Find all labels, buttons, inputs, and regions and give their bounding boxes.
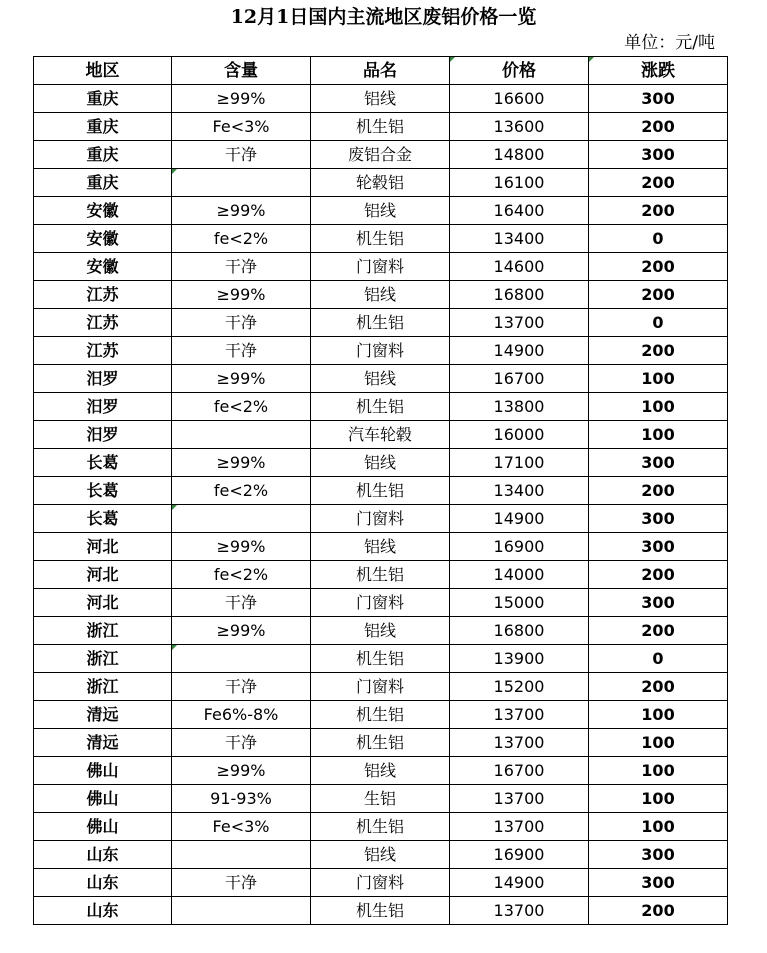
cell-content — [172, 897, 311, 925]
table-row — [34, 561, 728, 589]
cell-region: 重庆 — [34, 169, 172, 197]
table-row — [34, 113, 728, 141]
cell-content: 干净 — [172, 309, 311, 337]
header-row — [34, 57, 728, 85]
cell-content: 干净 — [172, 141, 311, 169]
cell-region: 江苏 — [34, 309, 172, 337]
cell-region: 清远 — [34, 729, 172, 757]
cell-content: ≥99% — [172, 617, 311, 645]
page-title: 12月1日国内主流地区废铝价格一览 — [230, 6, 537, 28]
cell-change: 300 — [589, 141, 728, 169]
cell-price: 16800 — [450, 281, 589, 309]
table-row — [34, 757, 728, 785]
table-row — [34, 169, 728, 197]
cell-region: 汨罗 — [34, 365, 172, 393]
table-row — [34, 253, 728, 281]
cell-change: 300 — [589, 85, 728, 113]
cell-change: 0 — [589, 225, 728, 253]
cell-content: 干净 — [172, 729, 311, 757]
cell-change: 200 — [589, 113, 728, 141]
cell-change: 100 — [589, 813, 728, 841]
cell-content: 干净 — [172, 673, 311, 701]
cell-change: 200 — [589, 281, 728, 309]
table-row — [34, 673, 728, 701]
cell-region: 重庆 — [34, 141, 172, 169]
cell-content: fe<2% — [172, 393, 311, 421]
cell-price: 15000 — [450, 589, 589, 617]
cell-price: 17100 — [450, 449, 589, 477]
cell-content: Fe<3% — [172, 113, 311, 141]
cell-price: 13900 — [450, 645, 589, 673]
table-body — [34, 85, 728, 925]
cell-price: 13700 — [450, 309, 589, 337]
cell-price: 16000 — [450, 421, 589, 449]
cell-change: 200 — [589, 253, 728, 281]
cell-region: 江苏 — [34, 281, 172, 309]
cell-change: 0 — [589, 309, 728, 337]
table-row — [34, 589, 728, 617]
cell-content: 干净 — [172, 869, 311, 897]
cell-product: 铝线 — [311, 281, 450, 309]
cell-price: 16600 — [450, 85, 589, 113]
cell-content — [172, 505, 311, 533]
cell-content: Fe<3% — [172, 813, 311, 841]
cell-region: 河北 — [34, 589, 172, 617]
cell-content: 干净 — [172, 253, 311, 281]
cell-price: 14900 — [450, 869, 589, 897]
cell-change: 300 — [589, 841, 728, 869]
table-row — [34, 729, 728, 757]
cell-region: 长葛 — [34, 449, 172, 477]
cell-change: 300 — [589, 505, 728, 533]
cell-content: ≥99% — [172, 757, 311, 785]
table-row — [34, 421, 728, 449]
table-row — [34, 197, 728, 225]
cell-product: 铝线 — [311, 841, 450, 869]
cell-region: 重庆 — [34, 113, 172, 141]
header-product: 品名 — [311, 57, 450, 85]
cell-change: 200 — [589, 477, 728, 505]
cell-change: 200 — [589, 673, 728, 701]
cell-region: 长葛 — [34, 477, 172, 505]
cell-region: 佛山 — [34, 785, 172, 813]
table-row — [34, 841, 728, 869]
cell-change: 200 — [589, 561, 728, 589]
cell-region: 汨罗 — [34, 421, 172, 449]
table-row — [34, 645, 728, 673]
cell-product: 门窗料 — [311, 337, 450, 365]
cell-product: 门窗料 — [311, 673, 450, 701]
cell-price: 13400 — [450, 477, 589, 505]
cell-price: 16700 — [450, 365, 589, 393]
cell-content: Fe6%-8% — [172, 701, 311, 729]
cell-region: 佛山 — [34, 757, 172, 785]
cell-region: 安徽 — [34, 253, 172, 281]
cell-change: 200 — [589, 897, 728, 925]
cell-region: 河北 — [34, 533, 172, 561]
cell-region: 河北 — [34, 561, 172, 589]
cell-content: fe<2% — [172, 477, 311, 505]
cell-product: 铝线 — [311, 365, 450, 393]
cell-change: 100 — [589, 785, 728, 813]
cell-product: 汽车轮毂 — [311, 421, 450, 449]
cell-product: 铝线 — [311, 617, 450, 645]
cell-product: 机生铝 — [311, 113, 450, 141]
cell-content: 91-93% — [172, 785, 311, 813]
cell-price: 13700 — [450, 701, 589, 729]
cell-product: 铝线 — [311, 757, 450, 785]
cell-price: 16400 — [450, 197, 589, 225]
table-row — [34, 141, 728, 169]
cell-product: 机生铝 — [311, 813, 450, 841]
cell-change: 100 — [589, 393, 728, 421]
cell-product: 门窗料 — [311, 589, 450, 617]
cell-price: 16900 — [450, 841, 589, 869]
header-content: 含量 — [172, 57, 311, 85]
cell-region: 重庆 — [34, 85, 172, 113]
cell-price: 15200 — [450, 673, 589, 701]
table-row — [34, 225, 728, 253]
table-row — [34, 505, 728, 533]
cell-price: 16800 — [450, 617, 589, 645]
cell-region: 清远 — [34, 701, 172, 729]
cell-product: 机生铝 — [311, 729, 450, 757]
cell-product: 生铝 — [311, 785, 450, 813]
cell-region: 江苏 — [34, 337, 172, 365]
cell-product: 门窗料 — [311, 505, 450, 533]
cell-region: 安徽 — [34, 225, 172, 253]
table-row — [34, 393, 728, 421]
cell-price: 14900 — [450, 337, 589, 365]
cell-price: 13700 — [450, 785, 589, 813]
cell-price: 14600 — [450, 253, 589, 281]
cell-product: 门窗料 — [311, 253, 450, 281]
cell-product: 铝线 — [311, 197, 450, 225]
cell-product: 机生铝 — [311, 701, 450, 729]
cell-change: 300 — [589, 869, 728, 897]
cell-change: 100 — [589, 729, 728, 757]
table-row — [34, 897, 728, 925]
cell-region: 长葛 — [34, 505, 172, 533]
cell-product: 机生铝 — [311, 225, 450, 253]
cell-price: 13700 — [450, 897, 589, 925]
table-row — [34, 701, 728, 729]
price-table — [33, 56, 728, 925]
table-row — [34, 85, 728, 113]
cell-change: 100 — [589, 757, 728, 785]
cell-product: 铝线 — [311, 449, 450, 477]
table-row — [34, 869, 728, 897]
cell-product: 铝线 — [311, 85, 450, 113]
cell-content — [172, 421, 311, 449]
cell-content: fe<2% — [172, 225, 311, 253]
table-row — [34, 449, 728, 477]
cell-price: 16100 — [450, 169, 589, 197]
cell-content — [172, 169, 311, 197]
cell-change: 300 — [589, 533, 728, 561]
table-row — [34, 785, 728, 813]
cell-change: 0 — [589, 645, 728, 673]
cell-product: 机生铝 — [311, 561, 450, 589]
cell-price: 16700 — [450, 757, 589, 785]
cell-content: ≥99% — [172, 533, 311, 561]
cell-region: 汨罗 — [34, 393, 172, 421]
cell-price: 13700 — [450, 729, 589, 757]
cell-change: 300 — [589, 449, 728, 477]
cell-content: fe<2% — [172, 561, 311, 589]
unit-label: 单位：元/吨 — [624, 33, 715, 53]
cell-content: ≥99% — [172, 85, 311, 113]
cell-change: 100 — [589, 701, 728, 729]
cell-content: 干净 — [172, 337, 311, 365]
cell-content — [172, 645, 311, 673]
table-row — [34, 337, 728, 365]
cell-change: 200 — [589, 197, 728, 225]
table-row — [34, 477, 728, 505]
cell-region: 山东 — [34, 897, 172, 925]
cell-change: 100 — [589, 365, 728, 393]
table-row — [34, 365, 728, 393]
cell-product: 铝线 — [311, 533, 450, 561]
table-row — [34, 813, 728, 841]
cell-change: 200 — [589, 169, 728, 197]
cell-region: 浙江 — [34, 645, 172, 673]
cell-price: 16900 — [450, 533, 589, 561]
cell-price: 14900 — [450, 505, 589, 533]
cell-region: 山东 — [34, 841, 172, 869]
header-change: 涨跌 — [589, 57, 728, 85]
cell-content — [172, 841, 311, 869]
cell-change: 200 — [589, 617, 728, 645]
cell-product: 废铝合金 — [311, 141, 450, 169]
cell-content: ≥99% — [172, 449, 311, 477]
cell-content: ≥99% — [172, 197, 311, 225]
cell-region: 浙江 — [34, 617, 172, 645]
table-row — [34, 309, 728, 337]
cell-price: 13400 — [450, 225, 589, 253]
cell-price: 14000 — [450, 561, 589, 589]
cell-change: 100 — [589, 421, 728, 449]
table-row — [34, 617, 728, 645]
header-price: 价格 — [450, 57, 589, 85]
cell-price: 13800 — [450, 393, 589, 421]
header-region: 地区 — [34, 57, 172, 85]
cell-region: 山东 — [34, 869, 172, 897]
cell-content: ≥99% — [172, 365, 311, 393]
table-row — [34, 533, 728, 561]
cell-product: 机生铝 — [311, 477, 450, 505]
cell-product: 门窗料 — [311, 869, 450, 897]
cell-price: 13600 — [450, 113, 589, 141]
cell-product: 机生铝 — [311, 897, 450, 925]
cell-product: 机生铝 — [311, 393, 450, 421]
cell-region: 佛山 — [34, 813, 172, 841]
cell-change: 200 — [589, 337, 728, 365]
table-row — [34, 281, 728, 309]
cell-region: 浙江 — [34, 673, 172, 701]
cell-product: 机生铝 — [311, 309, 450, 337]
cell-price: 13700 — [450, 813, 589, 841]
cell-product: 轮毂铝 — [311, 169, 450, 197]
cell-content: 干净 — [172, 589, 311, 617]
cell-content: ≥99% — [172, 281, 311, 309]
cell-region: 安徽 — [34, 197, 172, 225]
cell-change: 300 — [589, 589, 728, 617]
cell-price: 14800 — [450, 141, 589, 169]
cell-product: 机生铝 — [311, 645, 450, 673]
